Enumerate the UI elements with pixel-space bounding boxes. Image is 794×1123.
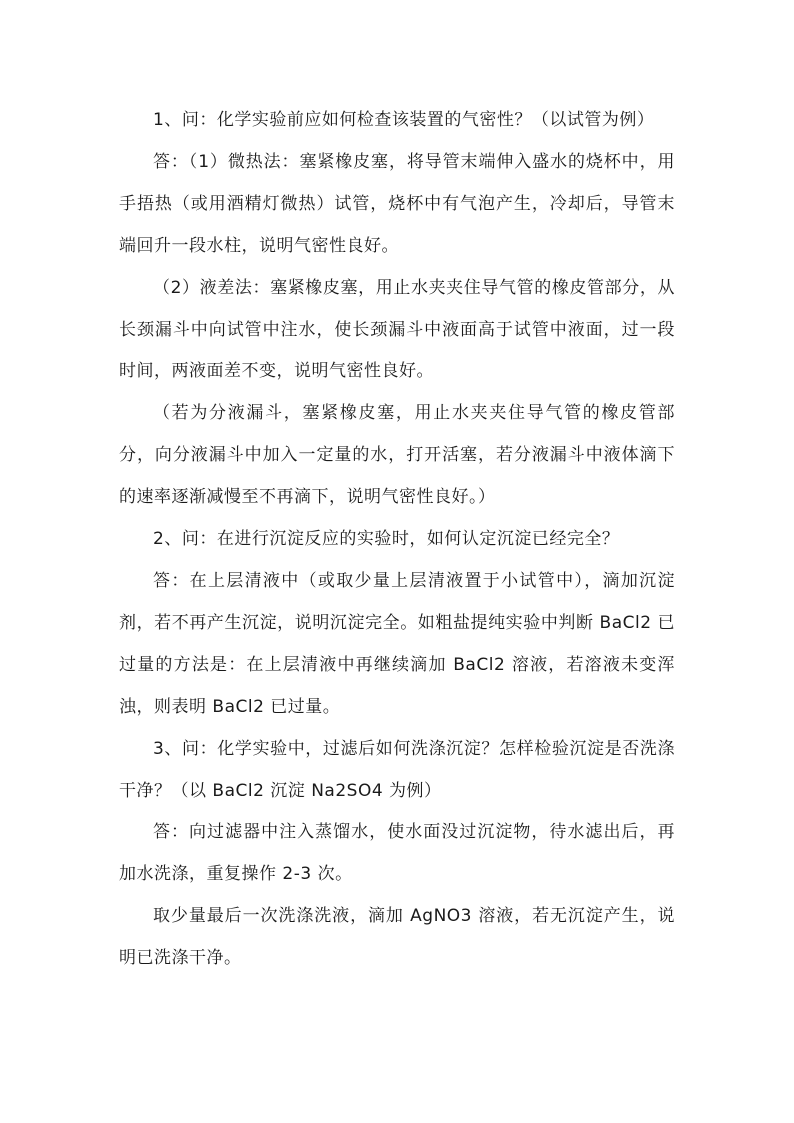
- answer-1-liquid-difference-paragraph: （2）液差法：塞紧橡皮塞，用止水夹夹住导气管的橡皮管部分，从长颈漏斗中向试管中注水，使长颈漏斗中液面高于试管中液面，过一段时间，两液面差不变，说明气密性良好。: [119, 277, 675, 382]
- answer-3-check-paragraph: 取少量最后一次洗涤洗液，滴加 AgNO3 溶液，若无沉淀产生，说明已洗涤干净。: [119, 906, 675, 969]
- answer-1-separatory-funnel-paragraph: （若为分液漏斗，塞紧橡皮塞，用止水夹夹住导气管的橡皮管部分，向分液漏斗中加入一定量的水，打开活塞，若分液漏斗中液体滴下的速率逐渐减慢至不再滴下，说明气密性良好。）: [119, 403, 675, 508]
- question-2-paragraph: 2、问：在进行沉淀反应的实验时，如何认定沉淀已经完全？: [153, 529, 620, 550]
- question-1-paragraph: 1、问：化学实验前应如何检查该装置的气密性？（以试管为例）: [153, 110, 655, 130]
- answer-3-washing-paragraph: 答：向过滤器中注入蒸馏水，使水面没过沉淀物，待水滤出后，再加水洗涤，重复操作 2-3 次。: [119, 822, 675, 885]
- answer-1-microheat-paragraph: 答：（1）微热法：塞紧橡皮塞，将导管末端伸入盛水的烧杯中，用手捂热（或用酒精灯微热）试管，烧杯中有气泡产生，冷却后，导管末端回升一段水柱，说明气密性良好。: [119, 151, 675, 256]
- answer-2-paragraph: 答：在上层清液中（或取少量上层清液置于小试管中），滴加沉淀剂，若不再产生沉淀，说明沉淀完全。如粗盐提纯实验中判断 BaCl2 已过量的方法是：在上层清液中再继续滴加 BaCl2 溶液，若溶液未变浑浊，则表明 BaCl2 已过量。: [119, 570, 675, 717]
- question-3-paragraph: 3、问：化学实验中，过滤后如何洗涤沉淀？怎样检验沉淀是否洗涤干净？（以 BaCl2 沉淀 Na2SO4 为例）: [119, 738, 675, 801]
- document-body: [119, 100, 675, 980]
